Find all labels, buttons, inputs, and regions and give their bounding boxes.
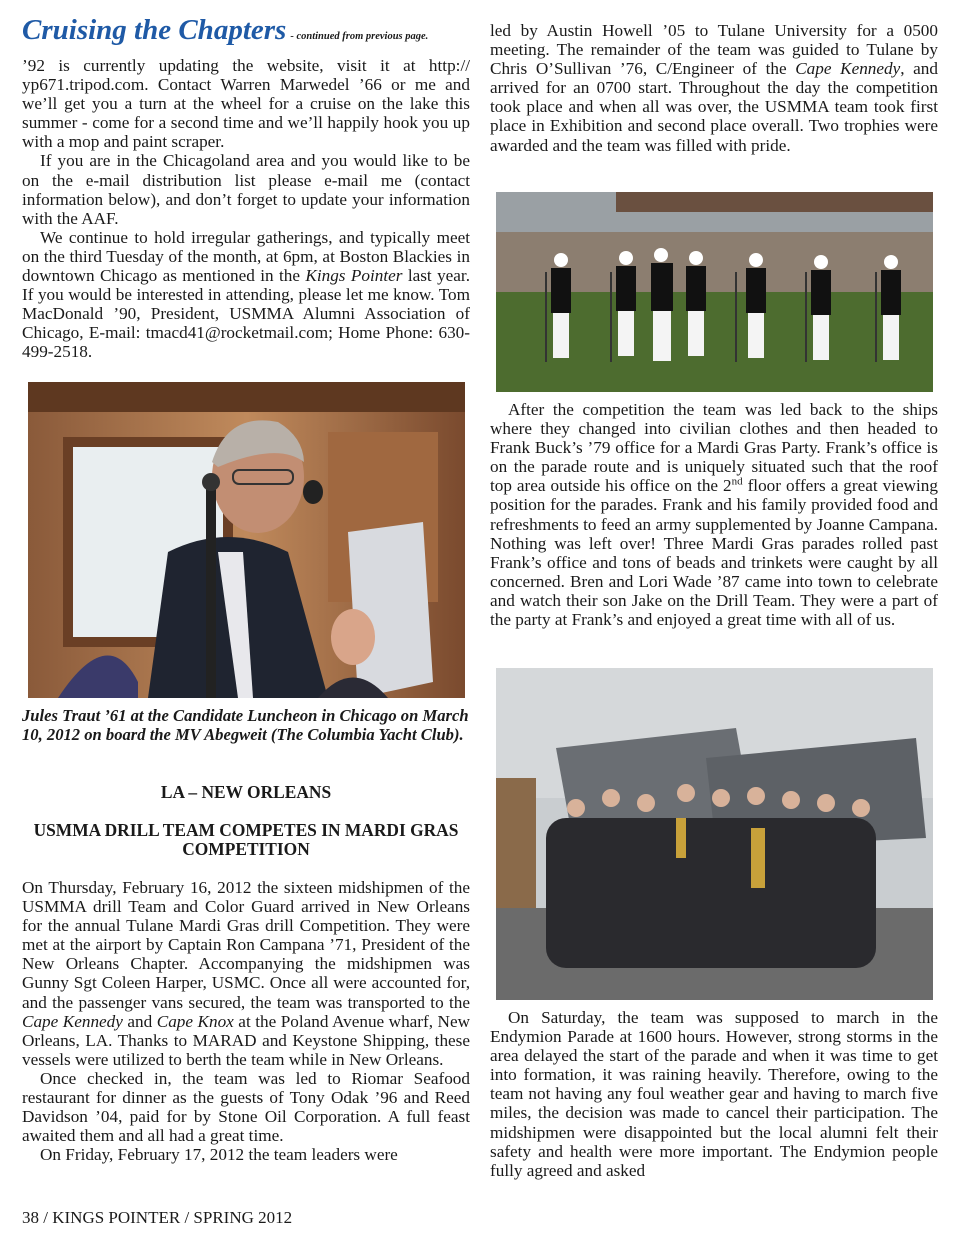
paragraph: After the competition the team was led back to the ships where they changed into civilian clothes and then headed to Frank Buck’s ’79 office for a Mardi Gras Party. Frank’s office is on the parade route and is uniquely situated such that the roof top area outside his office on the 2nd floor offers a great viewing position for the parades. Frank and his family provided food and refreshments to feed an army supplemented by Joanne Campana. Nothing was left over! Three Mardi Gras parades rolled past Frank’s office and tons of beads and trinkets were caught by all concerned. Bren and Lori Wade ’87 came into town to celebrate and watch their son Jake on the Drill Team. They were a part of the party at Frank’s and enjoyed a great time with all of us. [490,400,938,630]
paragraph: On Thursday, February 16, 2012 the sixteen midshipmen of the USMMA drill Team and Color Guard arrived in New Orleans for the annual Tulane Mardi Gras drill Competition. They were met at the airport by Captain Ron Campana ’71, President of the New Orleans Chapter. Accompanying the midshipmen was Gunny Sgt Coleen Harper, USMC. Once all were accounted for, and the passenger vans secured, the team was transported to the Cape Kennedy and Cape Knox at the Poland Avenue wharf, New Orleans, LA. Thanks to MARAD and Keystone Shipping, these vessels were utilized to berth the team while in New Orleans. [22,878,471,1069]
right-bottom-text [490,1008,938,1180]
right-middle-text [490,400,938,629]
left-bottom-text [22,878,470,1164]
paragraph: On Friday, February 17, 2012 the team leaders were [40,1145,398,1165]
section-title: Cruising the Chapters [22,14,287,46]
continued-note: - continued from previous page. [290,31,429,42]
luncheon-photo [28,382,465,698]
right-top-text [490,21,938,155]
left-top-text [22,56,470,362]
paragraph: ’92 is currently updating the website, visit it at http:// yp671.tripod.com. Contact Warren Marwedel ’66 or me and we’ll get you a turn at the wheel for a cruise on the lake this summer - come for a second time and we’ll happily hook you up with a mop and paint scraper. [22,56,470,152]
group-ships-photo [496,668,933,1000]
photo-caption: Jules Traut ’61 at the Candidate Luncheon in Chicago on March 10, 2012 on board the MV Abegweit (The Columbia Yacht Club). [22,706,469,744]
article-title: USMMA DRILL TEAM COMPETES IN MARDI GRAS COMPETITION [33,820,459,859]
section-heading: LA – NEW ORLEANS [160,782,332,802]
page-heading [22,14,472,47]
paragraph: We continue to hold irregular gatherings, and typically meet on the third Tuesday of the month, at 6pm, at Boston Blackies in downtown Chicago as mentioned in the Kings Pointer last year. If you would be interested in attending, please let me know. Tom MacDonald ’90, President, USMMA Alumni Association of Chicago, E-mail: tmacd41@rocketmail.com; Home Phone: 630-499-2518. [22,227,470,362]
page-footer: 38 / KINGS POINTER / SPRING 2012 [22,1208,293,1227]
paragraph: led by Austin Howell ’05 to Tulane University for a 0500 meeting. The remainder of the team was guided to Tulane by Chris O’Sullivan ’76, C/Engineer of the Cape Kennedy, and arrived for an 0700 start. Throughout the day the competition took place and when all was over, the USMMA team took first place in Exhibition and second place overall. Two trophies were awarded and the team was filled with pride. [490,21,938,155]
paragraph: On Saturday, the team was supposed to march in the Endymion Parade at 1600 hours. However, strong storms in the area delayed the start of the parade and when it was time to get into formation, it was raining heavily. Therefore, owing to the team not having any foul weather gear and having to march five miles, the decision was made to cancel their participation. The midshipmen were disappointed but the local alumni felt their safety and health were more important. The Endymion people fully agreed and asked [490,1008,938,1180]
paragraph: Once checked in, the team was led to Riomar Seafood restaurant for dinner as the guests of Tony Odak ’96 and Reed Davidson ’04, paid for by Stone Oil Corporation. A full feast awaited them and all had a great time. [22,1068,470,1146]
paragraph: If you are in the Chicagoland area and you would like to be on the e-mail distribution list please e-mail me (contact information below), and don’t forget to update your information with the AAF. [22,151,470,228]
drill-team-photo [496,192,933,392]
